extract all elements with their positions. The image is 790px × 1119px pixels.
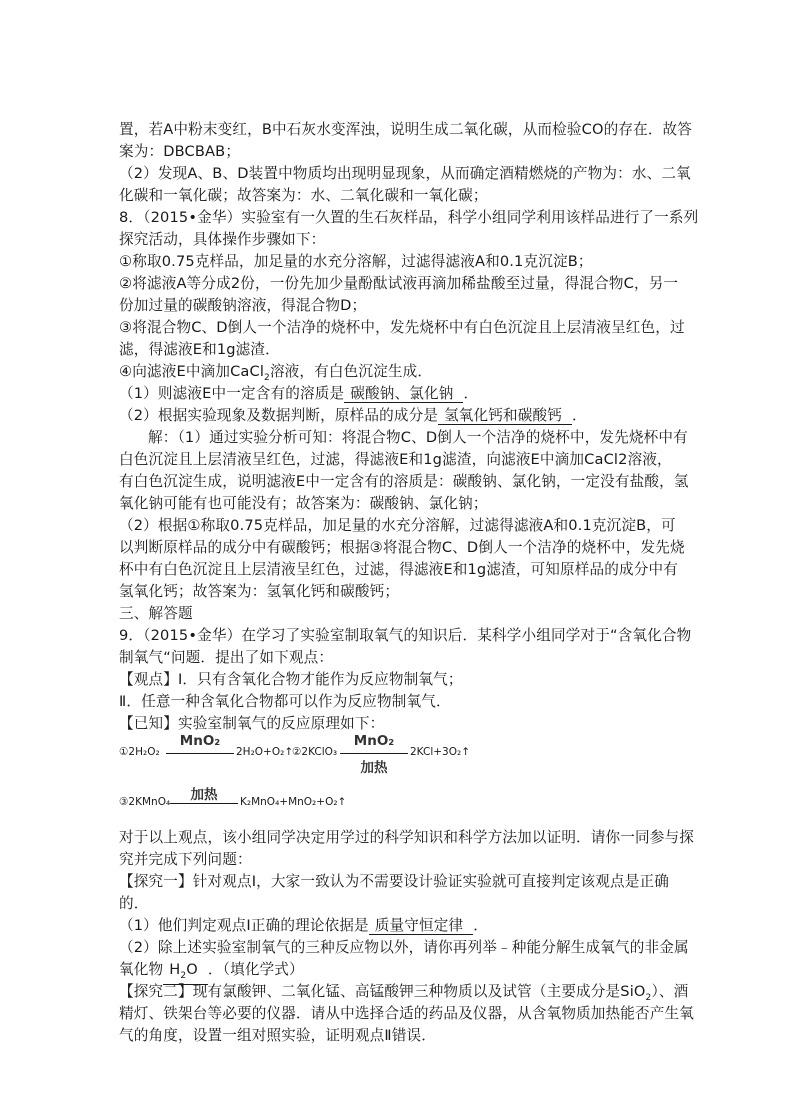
solution-line: 有白色沉淀生成，说明滤液E中一定含有的溶质是：碳酸钠、氯化钠，一定没有盐酸，氢 bbox=[119, 473, 689, 490]
text: 溶液，有白色沉淀生成． bbox=[269, 363, 433, 380]
viewpoint-1: 【观点】Ⅰ．只有含氧化合物才能作为反应物制氧气； bbox=[119, 671, 463, 688]
text: （2）根据实验现象及数据判断，原样品的成分是 bbox=[119, 407, 439, 424]
answer-blank: 质量守恒定律 bbox=[369, 918, 473, 935]
step-2: ②将滤液A等分成2份，一份先加少量酚酞试液再滴加稀盐酸至过量，得混合物C，另一 bbox=[119, 275, 679, 292]
formula: O bbox=[186, 961, 198, 978]
equation-3-product: K₂MnO₄+MnO₂+O₂↑ bbox=[240, 796, 347, 808]
text: 【探究二】现有氯酸钾、二氧化锰、高锰酸钾三种物质以及试管（主要成分是SiO bbox=[119, 983, 646, 1000]
solution-line: 解：（1）通过实验分析可知：将混合物C、D倒人一个洁净的烧杯中，发先烧杯中有 bbox=[148, 429, 688, 446]
equation-2-arrow bbox=[340, 753, 408, 754]
explore-1: 【探究一】针对观点Ⅰ，大家一致认为不需要设计验证实验就可直接判定该观点是正确 bbox=[119, 873, 669, 890]
text: ． bbox=[473, 917, 489, 934]
answer-blank: 碳酸钠、氯化钠 bbox=[344, 386, 463, 403]
text-line: 对于以上观点，该小组同学决定用学过的科学知识和科学方法加以证明．请你一同参与探 bbox=[119, 829, 695, 846]
answer-blank: 氢氧化钙和碳酸钙 bbox=[438, 408, 572, 425]
text-line: 案为：DBCBAB； bbox=[119, 143, 241, 160]
text-line: 化碳和一氧化碳；故答案为：水、二氧化碳和一氧化碳； bbox=[119, 187, 488, 204]
equation-3-reactant: ③2KMnO₄ bbox=[119, 796, 171, 808]
subscript: 2 bbox=[645, 992, 652, 1003]
text-line: 精灯、铁架台等必要的仪器．请从中选择合适的药品及仪器，从含氧物质加热能否产生氧 bbox=[119, 1005, 695, 1022]
solution-line: 白色沉淀且上层清液呈红色，过滤，得滤液E和1g滤渣，向滤液E中滴加CaCl2溶液， bbox=[119, 451, 672, 468]
text: （1）他们判定观点Ⅰ正确的理论依据是 bbox=[119, 917, 369, 934]
sub-question-2 bbox=[119, 406, 587, 426]
subscript: 2 bbox=[264, 372, 270, 383]
text-line: 置，若A中粉末变红，B中石灰水变浑浊，说明生成二氧化碳，从而检验CO的存在．故答 bbox=[119, 121, 693, 138]
solution-line: 氧化钠可能有也可能没有；故答案为：碳酸钠、氯化钠； bbox=[119, 495, 488, 512]
sub-question-9-1 bbox=[119, 916, 488, 936]
text-line: 探究活动，具体操作步骤如下： bbox=[119, 231, 326, 248]
solution-line: 以判断原样品的成分中有碳酸钙；根据③将混合物C、D倒人一个洁净的烧杯中，发先烧 bbox=[119, 539, 685, 556]
equation-2-condition: 加热 bbox=[360, 760, 388, 776]
step-3: ③将混合物C、D倒人一个洁净的烧杯中，发先烧杯中有白色沉淀且上层清液呈红色，过 bbox=[119, 319, 685, 336]
equation-1-catalyst: MnO₂ bbox=[179, 733, 221, 749]
formula: H bbox=[169, 961, 181, 978]
text: ． bbox=[572, 407, 587, 424]
text-line: 气的角度，设置一组对照实验，证明观点Ⅱ错误． bbox=[119, 1027, 436, 1044]
solution-line: 杯中有白色沉淀且上层清液呈红色，过滤，得滤液E和1g滤渣，可知原样品的成分中有 bbox=[119, 561, 678, 578]
text-line: 滤，得滤液E和1g滤渣． bbox=[119, 341, 280, 358]
solution-line: （2）根据①称取0.75克样品，加足量的水充分溶解，过滤得滤液A和0.1克沉淀B，可 bbox=[119, 517, 676, 534]
text: ）、酒 bbox=[651, 983, 689, 1000]
subscript: 2 bbox=[180, 970, 187, 981]
text-line: 究并完成下列问题： bbox=[119, 851, 252, 868]
equation-1-arrow bbox=[166, 753, 234, 754]
text: ④向滤液E中滴加CaCl bbox=[119, 363, 265, 380]
text-line: 份加过量的碳酸钠溶液，得混合物D； bbox=[119, 297, 367, 314]
equation-1-product: 2H₂O+O₂↑ bbox=[236, 746, 294, 758]
question-9-header: 9．（2015•金华）在学习了实验室制取氧气的知识后．某科学小组同学对于“含氧化合物 bbox=[119, 627, 692, 644]
sub-question-1 bbox=[119, 384, 478, 404]
viewpoint-2: Ⅱ．任意一种含氧化合物都可以作为反应物制氧气． bbox=[119, 693, 451, 710]
equation-2-reactant: ②2KClO₃ bbox=[292, 746, 338, 758]
question-8-header: 8．（2015•金华）实验室有一久置的生石灰样品，科学小组同学利用该样品进行了一系列 bbox=[119, 209, 699, 226]
equation-1-reactant: ①2H₂O₂ bbox=[119, 746, 160, 758]
section-heading: 三、解答题 bbox=[119, 605, 193, 622]
text-line: 制氧气“问题．提出了如下观点： bbox=[119, 649, 334, 666]
equation-2-product: 2KCl+3O₂↑ bbox=[410, 746, 470, 758]
text-line: （2）发现A、B、D装置中物质均出现明显现象，从而确定酒精燃烧的产物为：水、二氧 bbox=[119, 165, 691, 182]
equation-3-condition: 加热 bbox=[190, 787, 218, 803]
text: （1）则滤液E中一定含有的溶质是 bbox=[119, 385, 345, 402]
text: 氧化物 bbox=[119, 961, 164, 978]
sub-question-9-2: （2）除上述实验室制氧气的三种反应物以外，请你再列举﹣种能分解生成氧气的非金属 bbox=[119, 939, 689, 956]
text-line: 的． bbox=[119, 895, 149, 912]
text: ．（填化学式） bbox=[207, 961, 304, 978]
equation-2-catalyst: MnO₂ bbox=[353, 733, 395, 749]
equation-3-arrow bbox=[170, 803, 238, 804]
step-1: ①称取0.75克样品，加足量的水充分溶解，过滤得滤液A和0.1克沉淀B； bbox=[119, 253, 593, 270]
text: ． bbox=[463, 385, 479, 402]
solution-line: 氢氧化钙；故答案为：氢氧化钙和碳酸钙； bbox=[119, 583, 400, 600]
known-heading: 【已知】实验室制氧气的反应原理如下： bbox=[119, 715, 385, 732]
